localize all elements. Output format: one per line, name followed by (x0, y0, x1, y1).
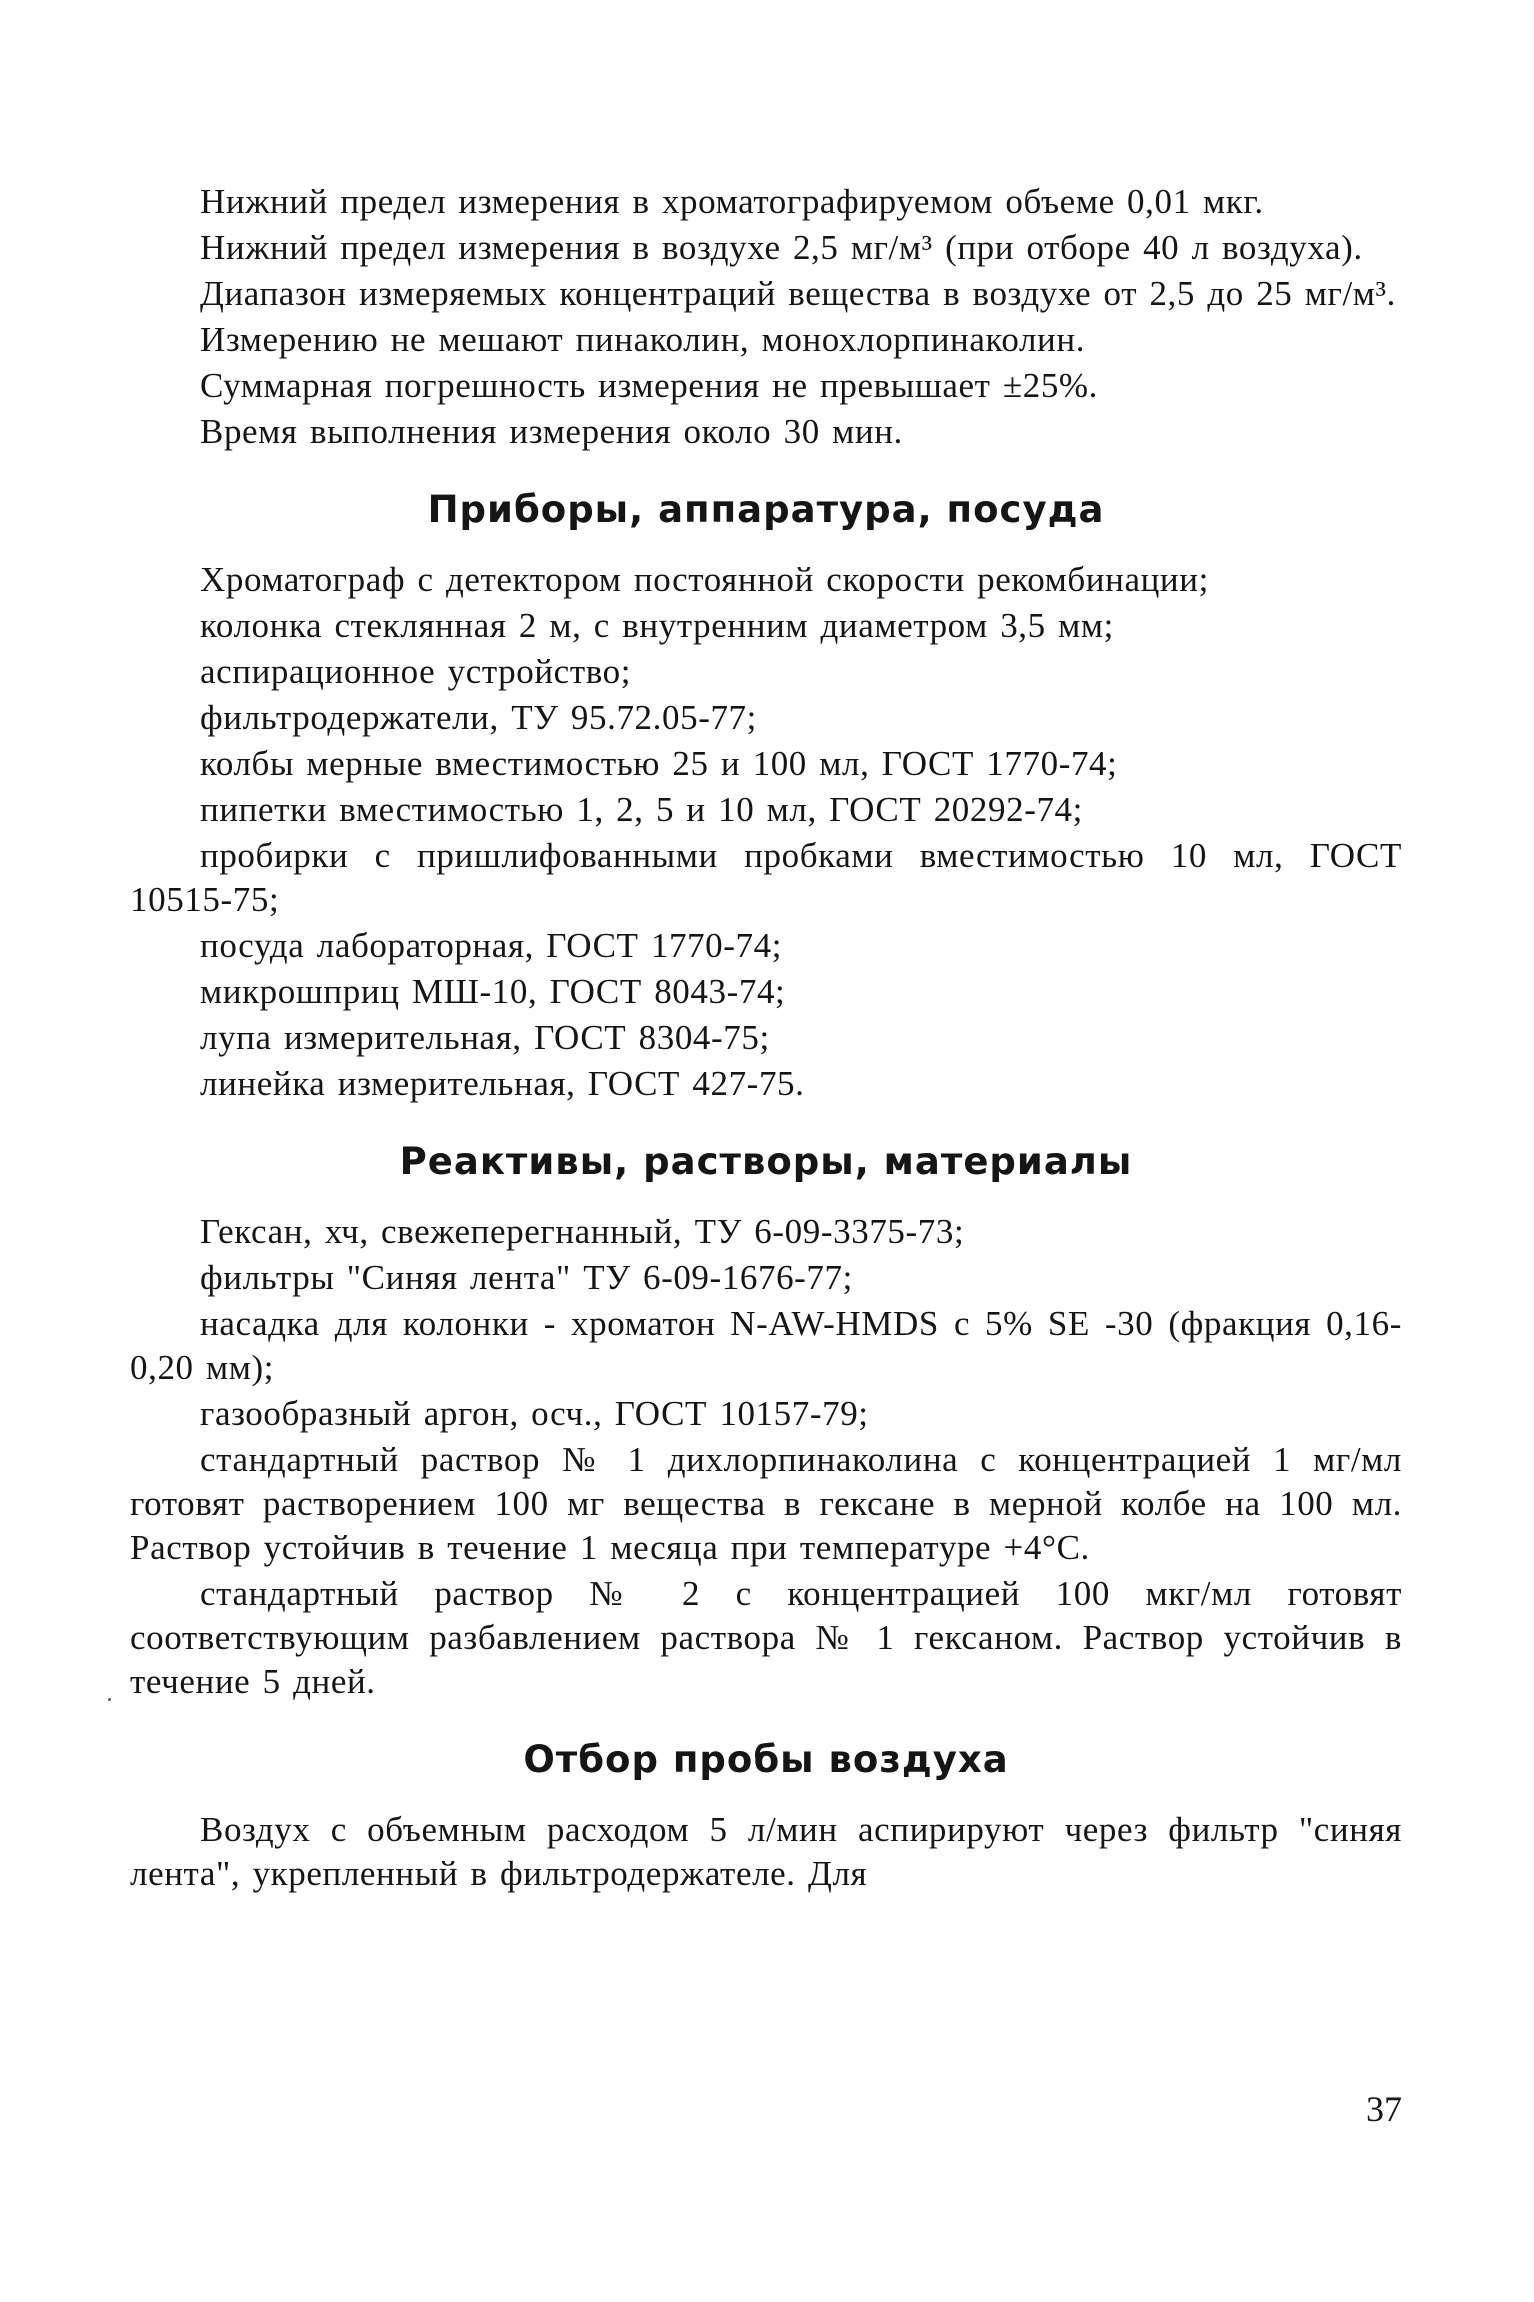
paragraph: Суммарная погрешность измерения не превышает ±25%. (200, 366, 1099, 405)
list-item: фильтры "Синяя лента" ТУ 6-09-1676-77; (200, 1258, 853, 1297)
reagents-list (130, 1210, 1402, 1704)
list-item: насадка для колонки - хроматон N-AW-HMDS с 5% SE -30 (фракция 0,16-0,20 мм); (130, 1304, 1402, 1387)
page-number: 37 (1366, 2089, 1402, 2129)
document-page (130, 180, 1402, 1898)
list-item: фильтродержатели, ТУ 95.72.05-77; (200, 698, 757, 737)
paragraph: Нижний предел измерения в воздухе 2,5 мг/м³ (при отборе 40 л воздуха). (200, 228, 1363, 267)
paragraph: Диапазон измеряемых концентраций вещества в воздухе от 2,5 до 25 мг/м³. (200, 274, 1396, 313)
list-item: пипетки вместимостью 1, 2, 5 и 10 мл, ГОСТ 20292-74; (200, 790, 1083, 829)
paragraph: Воздух с объемным расходом 5 л/мин аспирируют через фильтр "синяя лента", укрепленный в фильтродержателе. Для (130, 1810, 1402, 1893)
list-item: лупа измерительная, ГОСТ 8304-75; (200, 1018, 770, 1057)
list-item: Хроматограф с детектором постоянной скорости рекомбинации; (200, 560, 1209, 599)
list-item: аспирационное устройство; (200, 652, 632, 691)
intro-block (130, 180, 1402, 454)
list-item: стандартный раствор № 2 с концентрацией 100 мкг/мл готовят соответствующим разбавлением раствора № 1 гексаном. Раствор устойчив в течение 5 дней. (130, 1574, 1402, 1701)
list-item: колбы мерные вместимостью 25 и 100 мл, ГОСТ 1770-74; (200, 744, 1118, 783)
section-heading-equipment: Приборы, аппаратура, посуда (427, 488, 1105, 531)
section-heading-reagents: Реактивы, растворы, материалы (399, 1140, 1133, 1183)
paragraph: Измерению не мешают пинаколин, монохлорпинаколин. (200, 320, 1086, 359)
section-heading-sampling: Отбор пробы воздуха (523, 1738, 1009, 1781)
list-item: посуда лабораторная, ГОСТ 1770-74; (200, 926, 783, 965)
list-item: газообразный аргон, осч., ГОСТ 10157-79; (200, 1394, 869, 1433)
list-item: пробирки с пришлифованными пробками вместимостью 10 мл, ГОСТ 10515-75; (130, 836, 1402, 919)
list-item: микрошприц МШ-10, ГОСТ 8043-74; (200, 972, 786, 1011)
scan-speck (108, 1698, 111, 1701)
paragraph: Время выполнения измерения около 30 мин. (200, 412, 903, 451)
paragraph: Нижний предел измерения в хроматографируемом объеме 0,01 мкг. (200, 182, 1264, 221)
equipment-list (130, 558, 1402, 1106)
list-item: линейка измерительная, ГОСТ 427-75. (200, 1064, 805, 1103)
list-item: Гексан, хч, свежеперегнанный, ТУ 6-09-3375-73; (200, 1212, 965, 1251)
list-item: стандартный раствор № 1 дихлорпинаколина с концентрацией 1 мг/мл готовят растворением 100 мг вещества в гексане в мерной колбе на 100 мл. Раствор устойчив в течение 1 месяца при температуре +4°С. (130, 1440, 1402, 1567)
list-item: колонка стеклянная 2 м, с внутренним диаметром 3,5 мм; (200, 606, 1114, 645)
